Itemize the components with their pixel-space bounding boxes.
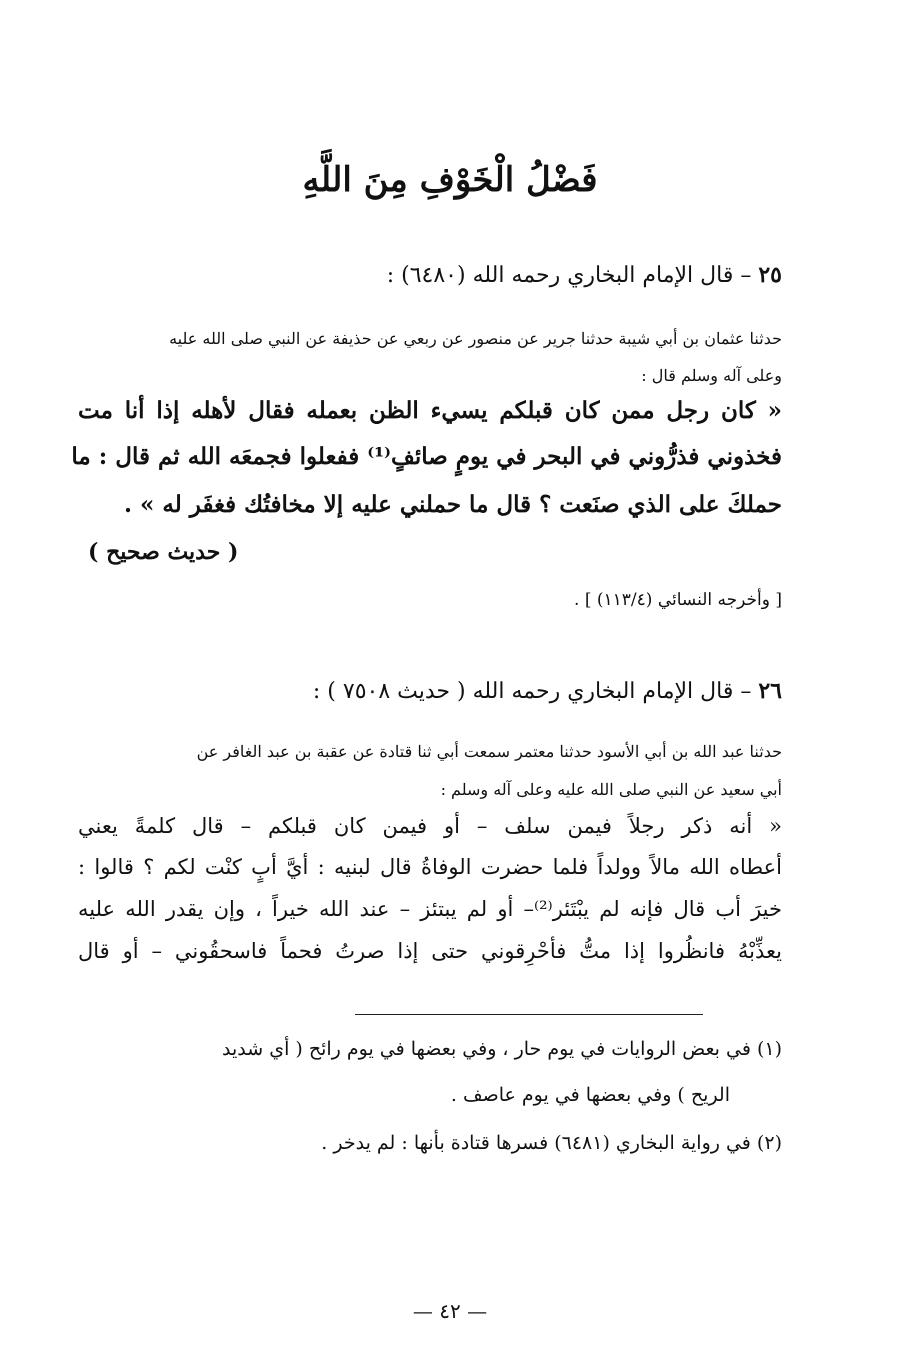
hadith-26-isnad-line-1: حدثنا عبد الله بن أبي الأسود حدثنا معتمر سمعت أبي ثنا قتادة عن عقبة بن عبد الغافر عن [196, 742, 782, 761]
hadith-26-heading [78, 678, 782, 704]
hadith-25-isnad-line-2: وعلى آله وسلم قال : [641, 366, 782, 385]
footnote-1-line-1: (١) في بعض الروايات في يوم حار ، وفي بعضها في يوم رائح ( أي شديد [222, 1038, 782, 1060]
hadith-26-matn-line-2: أعطاه الله مالاً وولداً فلما حضرت الوفاةُ قال لبنيه : أيَّ أبٍ كنْت لكم ؟ قالوا : [78, 855, 782, 879]
hadith-26-number: ٢٦ [758, 678, 782, 704]
hadith-25-matn-line-2: فخذوني فذرُّوني في البحر في يومٍ صائفٍ⁽¹⁾ ففعلوا فجمعَه الله ثم قال : ما [71, 443, 782, 470]
hadith-25-heading-text: – قال الإمام البخاري رحمه الله (٦٤٨٠) : [386, 263, 752, 288]
footnote-separator [355, 1014, 703, 1015]
footnote-2: (٢) في رواية البخاري (٦٤٨١) فسرها قتادة بأنها : لم يدخر . [321, 1132, 782, 1154]
chapter-title: فَضْلُ الْخَوْفِ مِنَ اللَّهِ [302, 160, 598, 200]
page-number: — ٤٢ — [412, 1299, 488, 1323]
hadith-25-number: ٢٥ [758, 262, 782, 288]
hadith-26-matn-line-1: « أنه ذكر رجلاً فيمن سلف – أو فيمن كان قبلكم – قال كلمةً يعني [78, 814, 782, 838]
hadith-25-isnad-line-1: حدثنا عثمان بن أبي شيبة حدثنا جرير عن منصور عن ربعي عن حذيفة عن النبي صلى الله عليه [169, 329, 782, 348]
hadith-25-matn-line-3: حملكَ على الذي صنَعت ؟ قال ما حملني عليه إلا مخافتُك فغفَر له » . [124, 491, 782, 518]
hadith-26-matn-line-3: خيرَ أب قال فإنه لم يبْتَئر⁽²⁾– أو لم يبتئز – عند الله خيراً ، وإن يقدر الله عليه [78, 897, 782, 921]
footnote-1-line-2: الريح ) وفي بعضها في يوم عاصف . [450, 1084, 730, 1106]
hadith-26-heading-text: – قال الإمام البخاري رحمه الله ( حديث ٧٥٠٨ ) : [312, 679, 752, 704]
hadith-25-heading [78, 262, 782, 288]
hadith-25-reference: [ وأخرجه النسائي (١١٣/٤) ] . [574, 590, 782, 610]
hadith-26-matn-line-4: يعذِّبْهُ فانظُروا إذا متُّ فأحْرِقوني حتى إذا صرتُ فحماً فاسحقُوني – أو قال [78, 939, 782, 963]
hadith-25-grade: ( حديث صحيح ) [88, 539, 239, 565]
hadith-25-matn-line-1: « كان رجل ممن كان قبلكم يسيء الظن بعمله فقال لأهله إذا أنا مت [78, 397, 782, 424]
hadith-26-isnad-line-2: أبي سعيد عن النبي صلى الله عليه وعلى آله وسلم : [440, 780, 782, 799]
